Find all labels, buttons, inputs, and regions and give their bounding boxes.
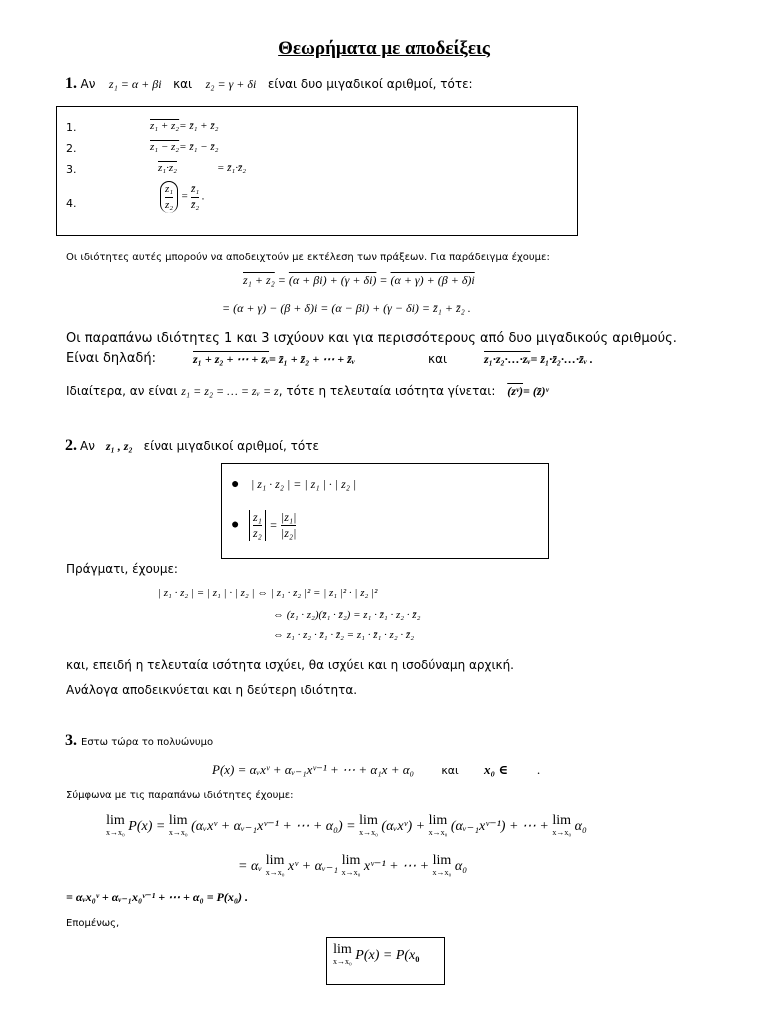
bullet-2: ● $\frac{\text{z₁}}{\text{z₂}}$ = $\frac{\text{|z₁|}}{\text{|z₂|}}$: [231, 510, 297, 540]
final-a: P(x) = P(x: [355, 948, 416, 964]
item-3-formula: [158, 162, 246, 174]
item-4-conjugated-fraction: [160, 181, 178, 213]
item-2-number: 2.: [66, 142, 77, 155]
section-3-number: 3.: [65, 732, 77, 749]
note-and: και: [428, 352, 448, 366]
final-b: ₀: [415, 948, 420, 964]
item-1-lhs: z₁ + z₂: [150, 120, 180, 132]
bullet-icon: ●: [231, 477, 240, 492]
b2-den: z₂: [252, 526, 262, 540]
intro-tail: είναι δυο μιγαδικοί αριθμοί, τότε:: [267, 77, 473, 91]
b2-rden: |z₂|: [280, 526, 297, 540]
item-2-formula: [150, 141, 218, 153]
s2-intro-tail: είναι μιγαδικοί αριθμοί, τότε: [143, 439, 319, 453]
bullet-icon: ●: [231, 517, 240, 533]
lim-3: lim: [359, 813, 378, 828]
section-2-intro: [65, 437, 319, 455]
bullet-1-formula: | z₁ · z₂ | = | z₁ | · | z₂ |: [250, 477, 357, 491]
note-more-numbers: Οι παραπάνω ιδιότητες 1 και 3 ισχύουν και για περισσότερους από δυο μιγαδικούς αριθμούς.: [66, 331, 677, 346]
intro-and: και: [173, 77, 193, 91]
final-result: [333, 944, 419, 968]
section-2-number: 2.: [65, 437, 77, 454]
item-4-num: z₁: [165, 182, 173, 198]
lim-6: lim: [265, 853, 285, 868]
special-b: , τότε η τελευταία ισότητα γίνεται:: [278, 384, 496, 398]
modulus-proof-line-3: ⇔ z₁ · z₂ · z̄₁ · z̄₂ = z₁ · z̄₁ · z₂ · z̄₂: [273, 629, 415, 641]
prod-lhs: z₁·z₂·…·zᵥ: [484, 352, 531, 366]
item-4-number: 4.: [66, 197, 77, 210]
b2-num: z₁: [252, 510, 262, 524]
l1-a: P(x) =: [128, 819, 166, 835]
section-1-number: 1.: [65, 75, 77, 92]
item-4-den: z₂: [165, 199, 174, 211]
item-3-lhs: z₁·z₂: [158, 162, 177, 174]
item-1-number: 1.: [66, 121, 77, 134]
limit-line-3: = αᵥx₀ᵛ + αᵥ₋₁x₀ᵛ⁻¹ + ⋯ + α₀ = P(x₀) .: [66, 890, 249, 904]
item-3-rhs: = z̄₁·z̄₂: [216, 162, 247, 174]
limit-line-2: [238, 855, 467, 879]
lim-8: lim: [432, 853, 452, 868]
proof-1-a: (α + βi) + (γ + δi): [288, 273, 377, 287]
bullet-1: [231, 477, 356, 493]
section-3-intro: [65, 732, 213, 750]
therefore-text: Επομένως,: [66, 918, 120, 929]
special-case-line: [66, 384, 549, 399]
sum-rhs: = z̄₁ + z̄₂ + ⋯ + z̄ᵥ: [269, 352, 355, 366]
item-4-formula: $\frac{\text{z₁}}{\text{z₂}}$ = $\frac{\text{z̄₁}}{\text{z̄₂}}$ .: [160, 181, 205, 213]
product-conjugate-formula: [484, 352, 593, 367]
polynomial: P(x) = αᵥxᵛ + αᵥ₋₁xᵛ⁻¹ + ⋯ + α₁x + α₀: [212, 762, 415, 777]
proof-line-2: = (α + γ) − (β + δ)i = (α − βi) + (γ − δi) = z̄₁ + z̄₂ .: [222, 301, 471, 315]
lim-5: lim: [552, 813, 572, 828]
special-a: Ιδιαίτερα, αν είναι: [66, 384, 178, 398]
special-lhs: (zᵛ): [507, 384, 524, 398]
l2-a: = αᵥ: [238, 859, 263, 875]
lim-6-sub: x→x₀: [265, 868, 285, 877]
modulus-proof-line-2: ⇔ (z₁ · z₂)(z̄₁ · z̄₂) = z₁ · z̄₁ · z₂ · z̄₂: [273, 609, 421, 621]
item-1-rhs: = z̄₁ + z̄₂: [179, 120, 219, 132]
lim-4-sub: x→x₀: [428, 828, 448, 837]
z2-definition: z₂ = γ + δi: [205, 77, 257, 91]
l1-b: (αᵥxᵛ + αᵥ₋₁xᵛ⁻¹ + ⋯ + α₀) =: [191, 819, 356, 835]
properties-box: [56, 106, 578, 236]
lim-1: lim: [106, 813, 125, 828]
lim-4: lim: [428, 813, 448, 828]
lim-3-sub: x→x₀: [359, 828, 378, 837]
poly-and: και: [441, 764, 459, 777]
according-text: Σύμφωνα με τις παραπάνω ιδιότητες έχουμε:: [66, 790, 294, 801]
b2-rnum: |z₁|: [280, 510, 297, 524]
s2-if: Αν: [80, 439, 95, 453]
lim-8-sub: x→x₀: [432, 868, 452, 877]
lim-1-sub: x→x₀: [106, 828, 125, 837]
item-4-rnum: z̄₁: [191, 182, 199, 198]
lim-2: lim: [168, 813, 188, 828]
prod-rhs: = z̄₁·z̄₂·…·z̄ᵥ .: [530, 352, 593, 366]
proof-line-1: z₁ + z₂ = (α + βi) + (γ + δi) = (α + γ) + (β + δ)i: [243, 273, 475, 287]
proof-1-eq: =: [277, 273, 289, 287]
section-1-intro: [65, 75, 473, 93]
item-4-rden: z̄₂: [191, 198, 200, 211]
conclusion-1: και, επειδή η τελευταία ισότητα ισχύει, θα ισχύει και η ισοδύναμη αρχική.: [66, 658, 514, 672]
lim-7-sub: x→x₀: [341, 868, 361, 877]
s3-intro: Εστω τώρα το πολυώνυμο: [81, 737, 214, 748]
proof-1-lhs: z₁ + z₂: [243, 273, 275, 287]
page-title: Θεωρήματα με αποδείξεις: [278, 38, 490, 59]
l1-c: (αᵥxᵛ) +: [381, 819, 426, 835]
l1-d: (αᵥ₋₁xᵛ⁻¹) + ⋯ +: [450, 819, 549, 835]
l1-e: α₀: [574, 819, 587, 835]
l2-d: α₀: [454, 859, 468, 875]
s2-vars: z₁ , z₂: [105, 439, 133, 453]
limit-line-1: [106, 815, 587, 839]
x0-tail: .: [537, 762, 541, 777]
special-eq: z₁ = z₂ = … = zᵥ = z: [181, 384, 279, 398]
sum-conjugate-formula: [193, 352, 355, 367]
indeed-label: Πράγματι, έχουμε:: [66, 562, 178, 576]
intro-if: Αν: [80, 77, 96, 91]
x0-membership: x₀ ∈: [484, 762, 508, 777]
item-2-rhs: = z̄₁ − z̄₂: [179, 141, 219, 153]
item-1-formula: [150, 120, 218, 132]
l2-b: xᵛ + αᵥ₋₁: [288, 859, 339, 875]
item-2-lhs: z₁ − z₂: [150, 141, 180, 153]
modulus-proof-line-1: | z₁ · z₂ | = | z₁ | · | z₂ | ⇔ | z₁ · z₂ |² = | z₁ |² · | z₂ |²: [158, 587, 378, 599]
l2-c: xᵛ⁻¹ + ⋯ +: [363, 859, 430, 875]
sum-lhs: z₁ + z₂ + ⋯ + zᵥ: [193, 352, 270, 366]
conclusion-2: Ανάλογα αποδεικνύεται και η δεύτερη ιδιότητα.: [66, 683, 358, 697]
note-namely-label: Είναι δηλαδή:: [66, 351, 157, 366]
lim-2-sub: x→x₀: [168, 828, 188, 837]
lim-5-sub: x→x₀: [552, 828, 572, 837]
lim-final: lim: [333, 942, 352, 957]
proof-intro: Οι ιδιότητες αυτές μπορούν να αποδειχτούν με εκτέλεση των πράξεων. Για παράδειγμα έχουμε:: [66, 252, 550, 263]
z1-definition: z₁ = α + βi: [108, 77, 162, 91]
lim-final-sub: x→x₀: [333, 957, 352, 966]
item-3-number: 3.: [66, 163, 77, 176]
lim-7: lim: [341, 853, 361, 868]
proof-1-b: (α + γ) + (β + δ)i: [390, 273, 475, 287]
polynomial-line: [212, 762, 540, 778]
special-rhs: = (z̄)ᵛ: [523, 384, 549, 398]
